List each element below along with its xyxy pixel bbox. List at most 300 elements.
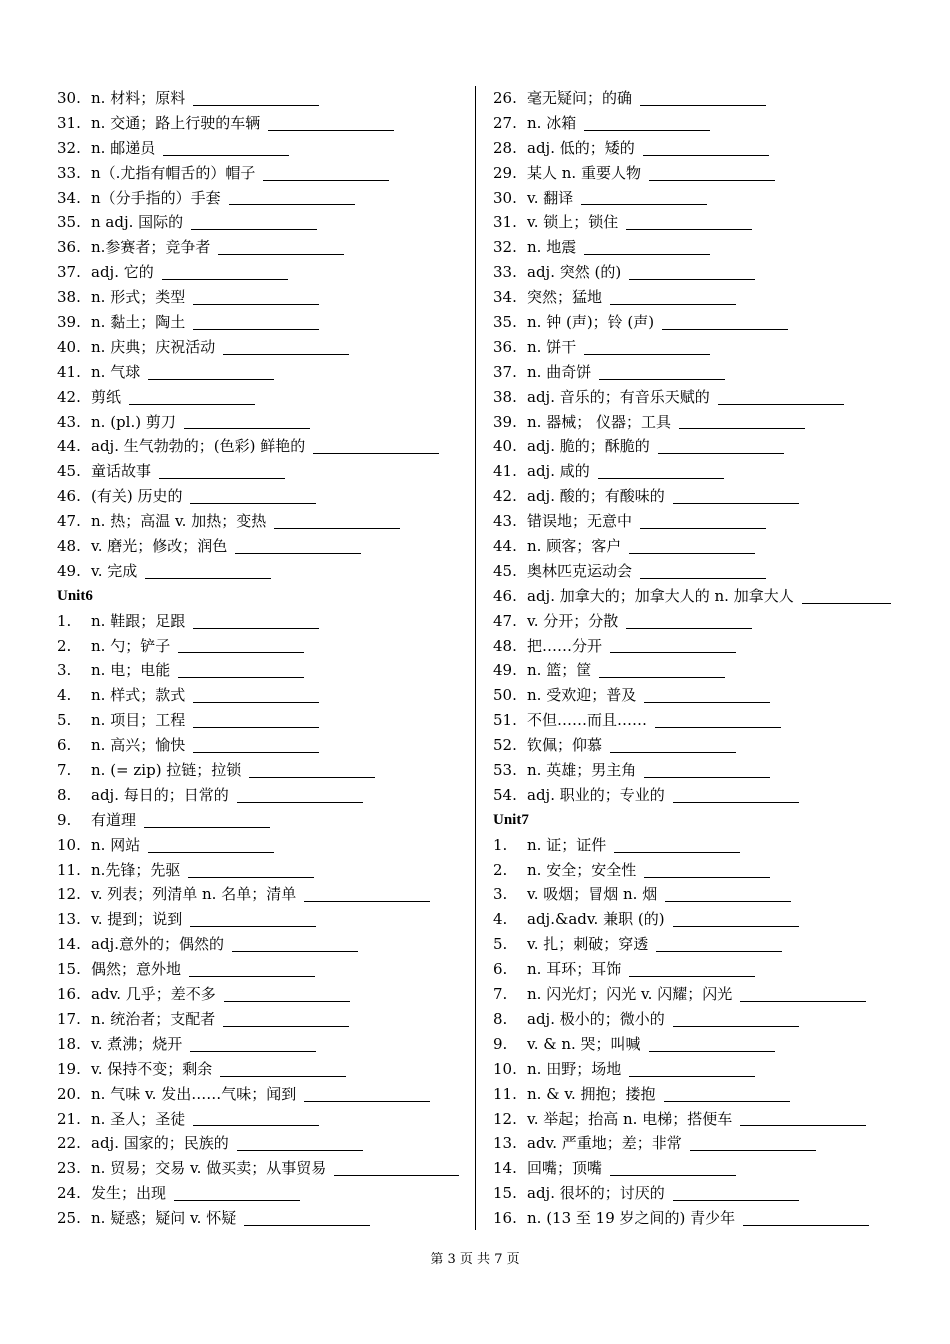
item-definition: adv. 几乎；差不多 [91,985,216,1004]
vocab-item [493,1082,903,1107]
item-definition: n. 项目；工程 [91,711,186,730]
vocab-item [493,907,903,932]
item-number: 23. [57,1159,81,1178]
item-number: 12. [493,1109,517,1128]
item-number: 10. [493,1059,517,1078]
answer-blank[interactable] [220,1060,346,1077]
item-number: 1. [57,611,72,630]
item-definition: n（.尤指有帽舌的）帽子 [91,163,256,182]
vocab-item [493,783,903,808]
item-definition: n. 饼干 [527,337,577,356]
item-number: 40. [493,437,517,456]
answer-blank[interactable] [629,263,755,280]
vocab-item [57,783,467,808]
item-number: 36. [493,337,517,356]
vocab-item [493,1181,903,1206]
item-number: 1. [493,835,508,854]
item-number: 42. [493,487,517,506]
vocab-item [57,1156,467,1181]
vocab-item [57,907,467,932]
answer-blank[interactable] [673,786,799,803]
answer-blank[interactable] [629,960,755,977]
answer-blank[interactable] [740,985,866,1002]
vocab-item [57,1007,467,1032]
item-number: 21. [57,1109,81,1128]
item-number: 3. [493,885,508,904]
item-number: 28. [493,138,517,157]
vocab-item [57,360,467,385]
answer-blank[interactable] [162,263,288,280]
item-number: 43. [57,412,81,431]
answer-blank[interactable] [148,836,274,853]
left-column [57,86,467,1231]
item-number: 37. [57,263,81,282]
item-number: 20. [57,1084,81,1103]
answer-blank[interactable] [610,288,736,305]
answer-blank[interactable] [193,711,319,728]
answer-blank[interactable] [610,636,736,653]
item-definition: adj. 它的 [91,263,154,282]
answer-blank[interactable] [649,164,775,181]
item-number: 25. [57,1209,81,1228]
answer-blank[interactable] [584,114,710,131]
item-definition: adj. 每日的；日常的 [91,785,229,804]
answer-blank[interactable] [190,487,316,504]
item-number: 8. [57,785,72,804]
answer-blank[interactable] [189,960,315,977]
item-definition: n. 地震 [527,238,577,257]
answer-blank[interactable] [626,213,752,230]
item-number: 22. [57,1134,81,1153]
answer-blank[interactable] [673,487,799,504]
item-definition: n. (pl.) 剪刀 [91,412,176,431]
answer-blank[interactable] [263,164,389,181]
item-definition: n. 邮递员 [91,138,156,157]
vocab-item [493,1007,903,1032]
item-number: 40. [57,337,81,356]
vocab-item [57,982,467,1007]
answer-blank[interactable] [223,1010,349,1027]
item-number: 31. [57,113,81,132]
vocab-item [57,708,467,733]
item-number: 24. [57,1184,81,1203]
answer-blank[interactable] [274,512,400,529]
item-number: 33. [493,263,517,282]
answer-blank[interactable] [218,238,344,255]
answer-blank[interactable] [640,562,766,579]
answer-blank[interactable] [599,661,725,678]
answer-blank[interactable] [718,388,844,405]
answer-blank[interactable] [304,1085,430,1102]
item-definition: v. 提到；说到 [91,910,183,929]
vocab-item [493,1131,903,1156]
vocab-item [57,1131,467,1156]
answer-blank[interactable] [191,213,317,230]
item-definition: n. 庆典；庆祝活动 [91,337,216,356]
vocab-item [493,111,903,136]
vocab-item [57,434,467,459]
item-definition: adj. 突然 (的) [527,263,622,282]
item-definition: v. 煮沸；烧开 [91,1034,183,1053]
item-number: 36. [57,238,81,257]
item-number: 18. [57,1034,81,1053]
vocab-item [57,634,467,659]
vocab-item [493,559,903,584]
item-number: 38. [57,288,81,307]
vocab-item [57,385,467,410]
answer-blank[interactable] [232,935,358,952]
answer-blank[interactable] [193,313,319,330]
answer-blank[interactable] [656,935,782,952]
answer-blank[interactable] [740,1109,866,1126]
item-definition: n. 疑惑；疑问 v. 怀疑 [91,1209,237,1228]
item-definition: adj. 脆的；酥脆的 [527,437,650,456]
vocab-item [493,86,903,111]
answer-blank[interactable] [190,910,316,927]
vocab-item [57,186,467,211]
item-number: 9. [57,810,72,829]
page-footer: 第 3 页 共 7 页 [430,1252,520,1267]
item-number: 15. [57,960,81,979]
item-definition: n. 冰箱 [527,113,577,132]
vocab-item [493,1107,903,1132]
item-number: 7. [493,985,508,1004]
vocab-item [57,559,467,584]
item-number: 15. [493,1184,517,1203]
item-definition: adj.意外的；偶然的 [91,935,224,954]
item-number: 33. [57,163,81,182]
vocab-item [493,1057,903,1082]
vocab-item [493,1206,903,1231]
item-definition: n. 气味 v. 发出……气味；闻到 [91,1084,297,1103]
answer-blank[interactable] [610,736,736,753]
answer-blank[interactable] [193,612,319,629]
answer-blank[interactable] [673,1184,799,1201]
answer-blank[interactable] [644,686,770,703]
item-number: 16. [493,1209,517,1228]
vocab-item [57,808,467,833]
item-number: 11. [57,860,81,879]
answer-blank[interactable] [629,537,755,554]
answer-blank[interactable] [673,1010,799,1027]
item-number: 27. [493,113,517,132]
vocab-item [493,833,903,858]
item-number: 52. [493,736,517,755]
item-number: 49. [57,561,81,580]
answer-blank[interactable] [644,761,770,778]
item-number: 31. [493,213,517,232]
item-number: 4. [493,910,508,929]
vocab-item [493,758,903,783]
item-definition: 错误地；无意中 [527,512,633,531]
item-definition: n. 形式；类型 [91,288,186,307]
item-definition: v. 分开；分散 [527,611,619,630]
answer-blank[interactable] [244,1209,370,1226]
answer-blank[interactable] [584,238,710,255]
item-definition: 发生；出现 [91,1184,167,1203]
item-definition: n. 耳环；耳饰 [527,960,622,979]
item-definition: n. 样式；款式 [91,686,186,705]
answer-blank[interactable] [614,836,740,853]
answer-blank[interactable] [581,188,707,205]
vocab-item [493,385,903,410]
vocab-item [57,1206,467,1231]
vocab-item [493,858,903,883]
item-definition: 童话故事 [91,462,152,481]
item-number: 12. [57,885,81,904]
item-definition: n. 英雄；男主角 [527,761,637,780]
vocab-item [493,1032,903,1057]
vocab-item [493,1156,903,1181]
answer-blank[interactable] [249,761,375,778]
item-definition: n. 曲奇饼 [527,362,592,381]
answer-blank[interactable] [743,1209,869,1226]
answer-blank[interactable] [629,1060,755,1077]
item-definition: n. (= zip) 拉链；拉锁 [91,761,242,780]
item-definition: v. 保持不变；剩余 [91,1059,213,1078]
answer-blank[interactable] [664,1085,790,1102]
item-definition: v. 翻译 [527,188,574,207]
item-definition: n. 电；电能 [91,661,171,680]
vocab-item [57,883,467,908]
item-definition: n. 篮；筐 [527,661,592,680]
item-number: 42. [57,387,81,406]
answer-blank[interactable] [644,861,770,878]
vocab-item [57,1181,467,1206]
answer-blank[interactable] [640,512,766,529]
vocab-item [57,1032,467,1057]
answer-blank[interactable] [584,338,710,355]
answer-blank[interactable] [223,338,349,355]
item-number: 32. [493,238,517,257]
item-number: 11. [493,1084,517,1103]
answer-blank[interactable] [190,1035,316,1052]
item-number: 6. [493,960,508,979]
vocab-item [493,161,903,186]
answer-blank[interactable] [184,412,310,429]
item-number: 5. [57,711,72,730]
item-number: 29. [493,163,517,182]
vocab-item [493,136,903,161]
item-number: 2. [57,636,72,655]
answer-blank[interactable] [599,363,725,380]
answer-blank[interactable] [148,363,274,380]
item-definition: n. 材料；原料 [91,88,186,107]
vocab-item [493,658,903,683]
item-definition: n. 网站 [91,835,141,854]
answer-blank[interactable] [193,288,319,305]
item-number: 30. [493,188,517,207]
item-number: 51. [493,711,517,730]
vocab-item [493,360,903,385]
item-definition: n. 圣人；圣徒 [91,1109,186,1128]
vocab-item [57,858,467,883]
vocab-item [57,683,467,708]
item-definition: n. 交通；路上行驶的车辆 [91,113,261,132]
answer-blank[interactable] [193,89,319,106]
item-definition: v. 锁上；锁住 [527,213,619,232]
item-number: 10. [57,835,81,854]
item-definition: 不但……而且…… [527,711,648,730]
item-definition: adj. 音乐的；有音乐天赋的 [527,387,710,406]
answer-blank[interactable] [268,114,394,131]
vocab-item [57,534,467,559]
item-definition: 突然；猛地 [527,288,603,307]
item-definition: adj. 很坏的；讨厌的 [527,1184,665,1203]
vocab-item [493,932,903,957]
answer-blank[interactable] [802,587,891,604]
answer-blank[interactable] [643,139,769,156]
item-definition: n. 安全；安全性 [527,860,637,879]
answer-blank[interactable] [237,786,363,803]
item-definition: v. 完成 [91,561,138,580]
answer-blank[interactable] [144,811,270,828]
item-definition: n. 闪光灯；闪光 v. 闪耀；闪光 [527,985,733,1004]
vocab-item [493,260,903,285]
item-number: 37. [493,362,517,381]
answer-blank[interactable] [598,462,724,479]
item-definition: n. 贸易；交易 v. 做买卖；从事贸易 [91,1159,327,1178]
vocab-item [57,86,467,111]
vocab-item [493,534,903,559]
answer-blank[interactable] [129,388,255,405]
vocab-item [57,459,467,484]
item-number: 7. [57,761,72,780]
answer-blank[interactable] [229,188,355,205]
answer-blank[interactable] [193,736,319,753]
vocab-item [493,509,903,534]
item-number: 13. [493,1134,517,1153]
answer-blank[interactable] [655,711,781,728]
item-definition: adj. 职业的；专业的 [527,785,665,804]
item-definition: n. 统治者；支配者 [91,1009,216,1028]
item-number: 43. [493,512,517,531]
item-definition: n. 器械； 仪器；工具 [527,412,671,431]
answer-blank[interactable] [224,985,350,1002]
answer-blank[interactable] [649,1035,775,1052]
item-definition: adj. 酸的；有酸味的 [527,487,665,506]
item-number: 38. [493,387,517,406]
item-number: 49. [493,661,517,680]
column-divider [475,86,476,1230]
item-number: 17. [57,1009,81,1028]
answer-blank[interactable] [193,1109,319,1126]
item-definition: n. & v. 拥抱；搂抱 [527,1084,656,1103]
answer-blank[interactable] [313,437,439,454]
item-definition: n. 黏土；陶土 [91,313,186,331]
vocab-item [57,509,467,534]
item-number: 26. [493,88,517,107]
item-number: 41. [493,462,517,481]
answer-blank[interactable] [237,1134,363,1151]
vocab-item [493,410,903,435]
vocab-item [57,957,467,982]
vocab-item [493,982,903,1007]
answer-blank[interactable] [188,861,314,878]
vocab-item [57,1107,467,1132]
item-number: 50. [493,686,517,705]
vocab-item [493,210,903,235]
item-number: 8. [493,1009,508,1028]
vocab-item [493,733,903,758]
item-number: 16. [57,985,81,1004]
answer-blank[interactable] [626,612,752,629]
answer-blank[interactable] [145,562,271,579]
item-definition: v. 举起；抬高 n. 电梯；搭便车 [527,1109,733,1128]
item-definition: adj.&adv. 兼职 (的) [527,910,665,929]
vocab-item [57,335,467,360]
vocab-item [57,285,467,310]
item-definition: n. 证；证件 [527,835,607,854]
item-definition: n. 钟 (声)；铃 (声) [527,313,655,331]
item-definition: v. 扎；刺破；穿透 [527,935,649,954]
vocab-item [57,410,467,435]
answer-blank[interactable] [334,1159,459,1176]
vocab-item [57,210,467,235]
item-definition: n（分手指的）手套 [91,188,221,207]
item-number: 35. [493,313,517,331]
vocab-item [57,235,467,260]
item-number: 39. [57,313,81,331]
item-definition: n. 鞋跟；足跟 [91,611,186,630]
unit-heading: Unit6 [57,587,93,604]
item-number: 13. [57,910,81,929]
item-number: 32. [57,138,81,157]
answer-blank[interactable] [193,686,319,703]
answer-blank[interactable] [163,139,289,156]
item-number: 6. [57,736,72,755]
item-number: 53. [493,761,517,780]
item-definition: adj. 加拿大的；加拿大人的 n. 加拿大人 [527,586,794,605]
item-number: 54. [493,785,517,804]
answer-blank[interactable] [673,910,799,927]
vocab-item [493,708,903,733]
vocab-item [57,609,467,634]
answer-blank[interactable] [665,885,791,902]
answer-blank[interactable] [178,661,304,678]
answer-blank[interactable] [159,462,285,479]
item-definition: 毫无疑问；的确 [527,88,633,107]
vocab-item [57,758,467,783]
answer-blank[interactable] [174,1184,300,1201]
vocab-item [57,1057,467,1082]
answer-blank[interactable] [679,412,805,429]
vocab-item [493,683,903,708]
item-definition: v. 磨光；修改；润色 [91,537,228,556]
item-definition: n. 田野；场地 [527,1059,622,1078]
vocab-item [493,484,903,509]
vocab-item [493,634,903,659]
answer-blank[interactable] [178,636,304,653]
answer-blank[interactable] [658,437,784,454]
answer-blank[interactable] [690,1134,816,1151]
item-number: 39. [493,412,517,431]
vocab-item [57,932,467,957]
item-definition: adj. 咸的 [527,462,590,481]
answer-blank[interactable] [662,313,788,330]
item-definition: n. 受欢迎；普及 [527,686,637,705]
item-number: 44. [493,537,517,556]
item-definition: n. (13 至 19 岁之间的) 青少年 [527,1209,736,1228]
answer-blank[interactable] [304,885,430,902]
item-number: 45. [57,462,81,481]
item-definition: adj. 国家的；民族的 [91,1134,229,1153]
item-definition: 回嘴；顶嘴 [527,1159,603,1178]
answer-blank[interactable] [235,537,361,554]
vocab-item [57,260,467,285]
answer-blank[interactable] [640,89,766,106]
answer-blank[interactable] [610,1159,736,1176]
